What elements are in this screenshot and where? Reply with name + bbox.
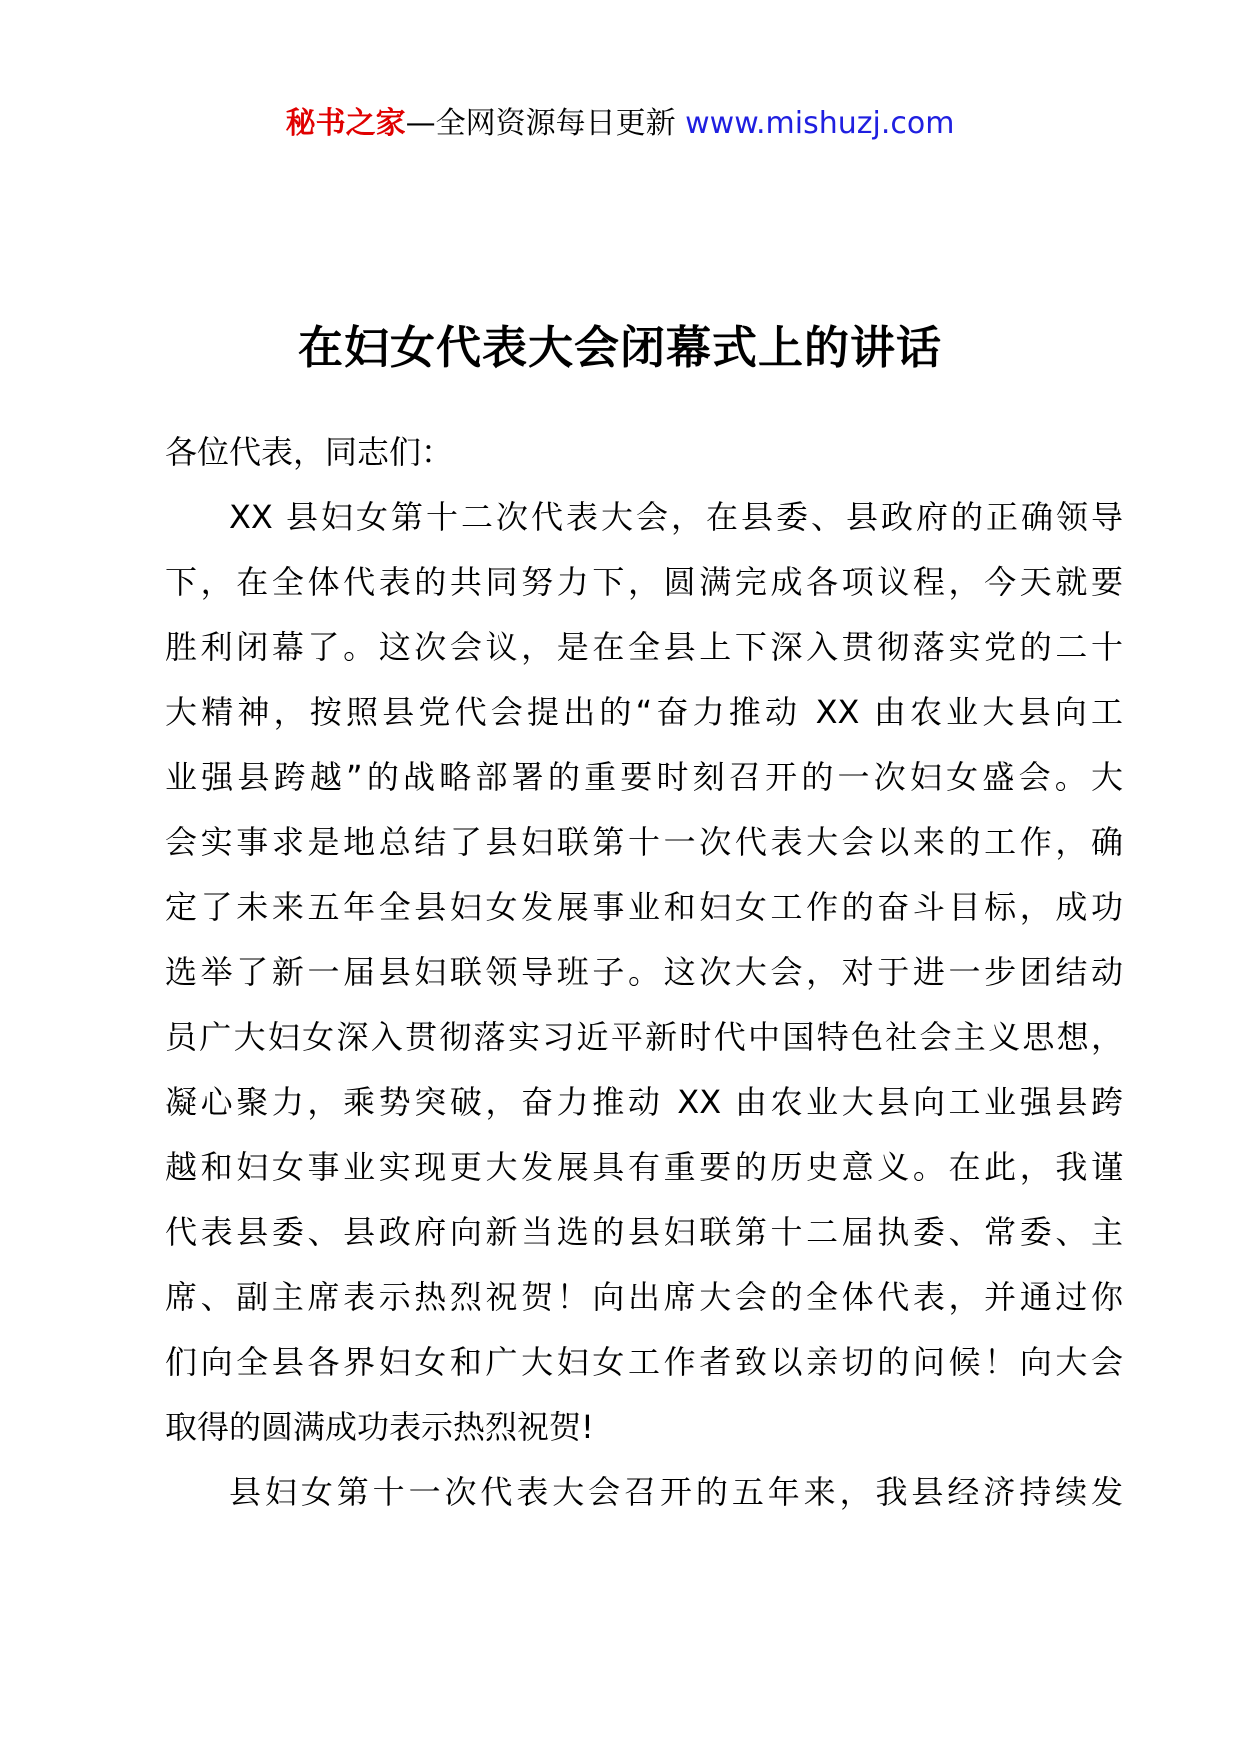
document-title: 在妇女代表大会闭幕式上的讲话: [297, 321, 942, 374]
paragraph-line: 业强县跨越”的战略部署的重要时刻召开的一次妇女盛会。大: [165, 758, 1123, 796]
paragraph-line: XX 县妇女第十二次代表大会，在县委、县政府的正确领导: [229, 498, 1123, 536]
paragraph-line: 下，在全体代表的共同努力下，圆满完成各项议程，今天就要: [165, 563, 1123, 601]
paragraph-1: [165, 485, 1123, 1460]
paragraph-line: 定了未来五年全县妇女发展事业和妇女工作的奋斗目标，成功: [165, 888, 1123, 926]
paragraph-line: 员广大妇女深入贯彻落实习近平新时代中国特色社会主义思想，: [165, 1018, 1123, 1056]
page-header: [0, 100, 1240, 148]
paragraph-line: 们向全县各界妇女和广大妇女工作者致以亲切的问候！向大会: [165, 1343, 1123, 1381]
paragraph-line: 选举了新一届县妇联领导班子。这次大会，对于进一步团结动: [165, 953, 1123, 991]
paragraph-line: 胜利闭幕了。这次会议，是在全县上下深入贯彻落实党的二十: [165, 628, 1123, 666]
document-body: [165, 420, 1123, 1525]
paragraph-line: 取得的圆满成功表示热烈祝贺!: [165, 1408, 594, 1446]
paragraph-line: 县妇女第十一次代表大会召开的五年来，我县经济持续发: [229, 1473, 1123, 1511]
paragraph-2: [165, 1460, 1123, 1525]
header-tagline: —全网资源每日更新: [405, 106, 686, 141]
paragraph-line: 大精神，按照县党代会提出的“奋力推动 XX 由农业大县向工: [165, 693, 1123, 731]
paragraph-line: 越和妇女事业实现更大发展具有重要的历史意义。在此，我谨: [165, 1148, 1123, 1186]
paragraph-line: 代表县委、县政府向新当选的县妇联第十二届执委、常委、主: [165, 1213, 1123, 1251]
paragraph-line: 凝心聚力，乘势突破，奋力推动 XX 由农业大县向工业强县跨: [165, 1083, 1123, 1121]
header-brand: 秘书之家: [285, 106, 406, 141]
salutation: 各位代表，同志们：: [165, 433, 454, 471]
paragraph-line: 席、副主席表示热烈祝贺！向出席大会的全体代表，并通过你: [165, 1278, 1123, 1316]
header-url-link[interactable]: www.mishuzj.com: [685, 106, 955, 141]
paragraph-line: 会实事求是地总结了县妇联第十一次代表大会以来的工作，确: [165, 823, 1123, 861]
